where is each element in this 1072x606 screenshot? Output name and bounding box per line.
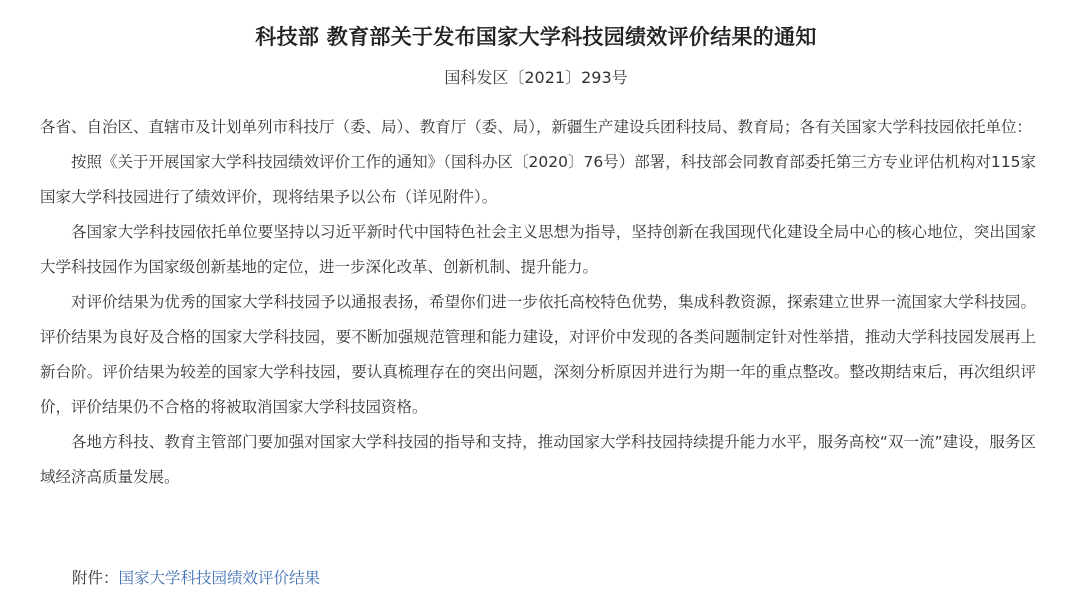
paragraph-3: 对评价结果为优秀的国家大学科技园予以通报表扬，希望你们进一步依托高校特色优势，集成科教资源，探索建立世界一流国家大学科技园。评价结果为良好及合格的国家大学科技园，要不断加强规范管理和能力建设，对评价中发现的各类问题制定针对性举措，推动大学科技园发展再上新台阶。评价结果为较差的国家大学科技园，要认真梳理存在的突出问题，深刻分析原因并进行为期一年的重点整改。整改期结束后，再次组织评价，评价结果仍不合格的将被取消国家大学科技园资格。 [40, 293, 1036, 416]
attachment-link[interactable]: 国家大学科技园绩效评价结果 [118, 569, 321, 587]
document-number: 国科发区〔2021〕293号 [444, 68, 628, 87]
salutation: 各省、自治区、直辖市及计划单列市科技厅（委、局）、教育厅（委、局），新疆生产建设兵团科技局、教育局；各有关国家大学科技园依托单位： [40, 118, 1033, 136]
document-title: 科技部 教育部关于发布国家大学科技园绩效评价结果的通知 [255, 25, 817, 49]
attachment-line [72, 564, 320, 592]
paragraph-4: 各地方科技、教育主管部门要加强对国家大学科技园的指导和支持，推动国家大学科技园持续提升能力水平，服务高校“双一流”建设，服务区域经济高质量发展。 [40, 433, 1036, 486]
document-body [40, 110, 1036, 495]
attachment-label: 附件： [72, 569, 119, 587]
paragraph-1: 按照《关于开展国家大学科技园绩效评价工作的通知》（国科办区〔2020〕76号）部署，科技部会同教育部委托第三方专业评估机构对115家国家大学科技园进行了绩效评价，现将结果予以公布（详见附件）。 [40, 153, 1036, 206]
paragraph-2: 各国家大学科技园依托单位要坚持以习近平新时代中国特色社会主义思想为指导，坚持创新在我国现代化建设全局中心的核心地位，突出国家大学科技园作为国家级创新基地的定位，进一步深化改革、创新机制、提升能力。 [40, 223, 1036, 276]
